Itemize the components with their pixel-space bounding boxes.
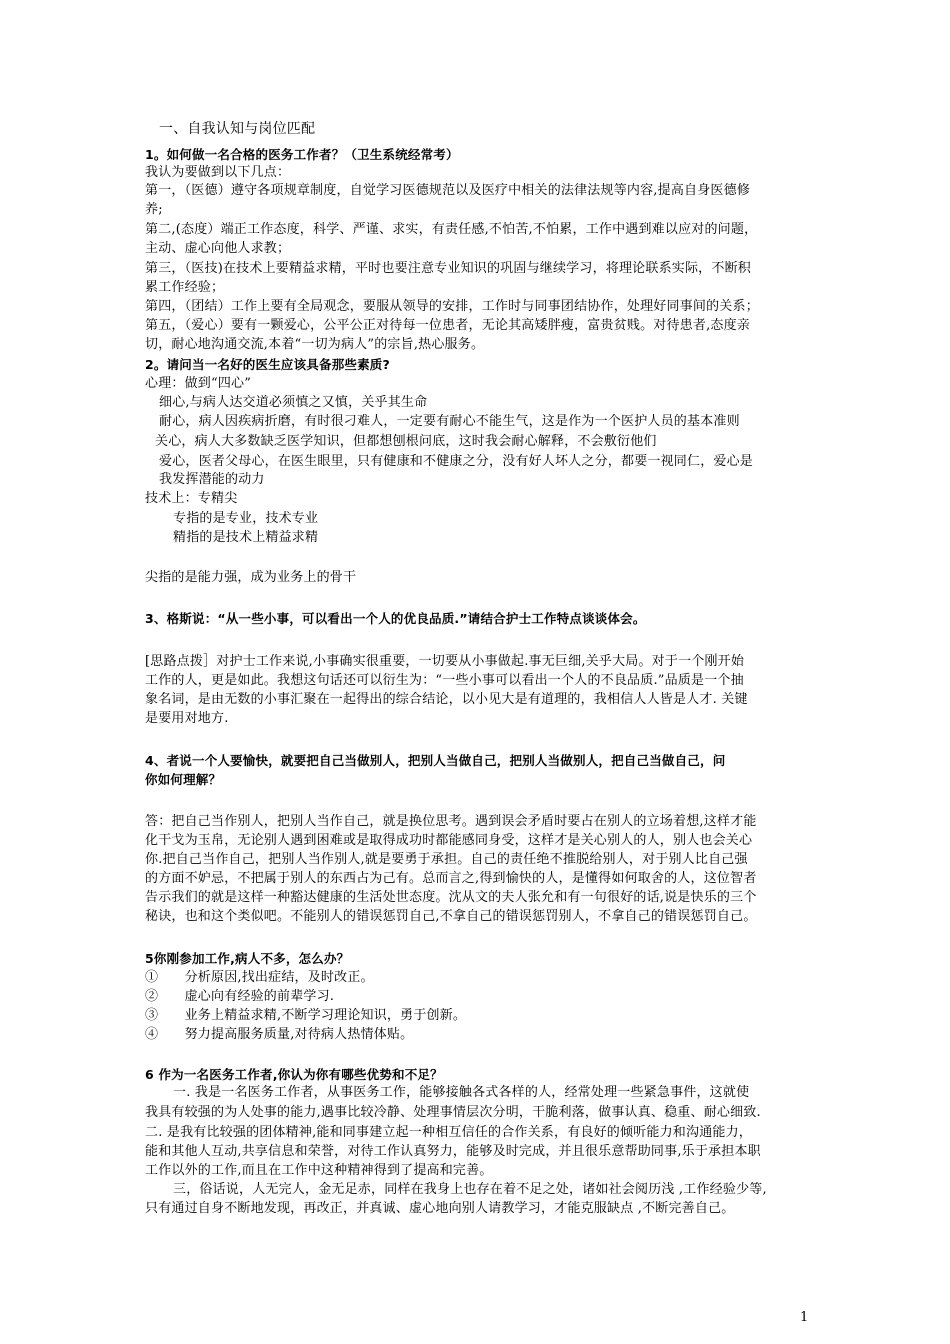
list-item: ② 虚心向有经验的前辈学习. xyxy=(145,989,335,1004)
text-line: 第五，（爱心）要有一颗爱心，公平公正对待每一位患者，无论其高矮胖瘦，富贵贫贱。对待患者,态度亲 xyxy=(145,318,751,333)
text-line: 告示我们的就是这样一种豁达健康的生活处世态度。沈从文的夫人张允和有一句很好的话,说是快乐的三个 xyxy=(145,890,757,905)
text-line: 细心,与病人达交道必须慎之又慎，关乎其生命 xyxy=(159,395,428,410)
page-number: 1 xyxy=(800,1310,809,1325)
list-item: ④ 努力提高服务质量,对待病人热情体贴。 xyxy=(145,1027,414,1042)
text-line: 切，耐心地沟通交流,本着“一切为病人”的宗旨,热心服务。 xyxy=(145,337,485,352)
text-line: 精指的是技术上精益求精 xyxy=(173,530,319,545)
question-3: 3、格斯说：“从一些小事，可以看出一个人的优良品质.”请结合护士工作特点谈谈体会。 xyxy=(145,611,646,626)
text-line: [思路点拨］对护士工作来说,小事确实很重要，一切要从小事做起.事无巨细,关乎大局。对于一个刚开始 xyxy=(145,654,745,669)
text-line: 心理：做到“四心” xyxy=(145,376,252,391)
text-line: 技术上：专精尖 xyxy=(145,491,238,506)
text-line: 三，俗话说，人无完人，金无足赤，同样在我身上也存在着不足之处，诸如社会阅历浅 ,工作经验少等, xyxy=(173,1182,767,1197)
text-line: 秘诀，也和这个类似吧。不能别人的错误惩罚自己,不拿自己的错误惩罚别人，不拿自己的错误惩罚自己。 xyxy=(145,909,757,924)
text-line: 我发挥潜能的动力 xyxy=(159,472,265,487)
question-4: 4、者说一个人要愉快，就要把自己当做别人，把别人当做自己，把别人当做别人，把自己当做自己，问 xyxy=(145,753,726,768)
text-line: 尖指的是能力强，成为业务上的骨干 xyxy=(145,570,357,585)
text-line: 第一，（医德）遵守各项规章制度，自觉学习医德规范以及医疗中相关的法律法规等内容,提高自身医德修 xyxy=(145,183,751,198)
text-line: 爱心，医者父母心，在医生眼里，只有健康和不健康之分，没有好人坏人之分，都要一视同仁，爱心是 xyxy=(159,454,754,469)
text-line: 能和其他人互动,共享信息和荣誉，对待工作认真努力，能够及时完成，并且很乐意帮助同事,乐于承担本职 xyxy=(145,1144,761,1159)
question-2: 2。请问当一名好的医生应该具备那些素质? xyxy=(145,357,390,372)
text-line: 主动、虚心向他人求教； xyxy=(145,241,291,256)
section-heading: 一、自我认知与岗位匹配 xyxy=(159,121,316,137)
text-line: 二. 是我有比较强的团体精神,能和同事建立起一种相互信任的合作关系，有良好的倾听能力和沟通能力， xyxy=(145,1125,752,1140)
text-line: 答：把自己当作别人，把别人当作自己，就是换位思考。遇到误会矛盾时要占在别人的立场着想,这样才能 xyxy=(145,814,757,829)
text-line: 我具有较强的为人处事的能力,遇事比较冷静、处理事情层次分明，干脆利落，做事认真、稳重、耐心细致. xyxy=(145,1105,761,1120)
text-line: 第二,(态度）端正工作态度，科学、严谨、求实，有责任感,不怕苦,不怕累，工作中遇到难以应对的问题， xyxy=(145,222,758,237)
text-line: 一. 我是一名医务工作者，从事医务工作，能够接触各式各样的人，经常处理一些紧急事件，这就使 xyxy=(173,1085,750,1100)
text-line: 关心，病人大多数缺乏医学知识，但都想刨根问底，这时我会耐心解释，不会敷衍他们 xyxy=(155,434,657,449)
text-line: 养; xyxy=(145,202,163,217)
text-line: 的方面不妒忌，不把属于别人的东西占为己有。总而言之,得到愉快的人，是懂得如何取舍的人，这位智者 xyxy=(145,871,757,886)
text-line: 第三，（医技)在技术上要精益求精，平时也要注意专业知识的巩固与继续学习，将理论联系实际，不断积 xyxy=(145,261,751,276)
text-line: 只有通过自身不断地发现，再改正，并真诚、虚心地向别人请教学习，才能克服缺点 ,不断完善自己。 xyxy=(145,1201,735,1216)
text-line: 累工作经验； xyxy=(145,280,225,295)
text-line: 象名词，是由无数的小事汇聚在一起得出的综合结论，以小见大是有道理的，我相信人人皆是人才. 关键 xyxy=(145,692,748,707)
question-1: 1。如何做一名合格的医务工作者？（卫生系统经常考） xyxy=(145,147,459,162)
question-4-cont: 你如何理解？ xyxy=(145,772,222,787)
text-line: 第四，（团结）工作上要有全局观念，要服从领导的安排，工作时与同事团结协作，处理好同事间的关系； xyxy=(145,299,759,314)
list-item: ③ 业务上精益求精,不断学习理论知识，勇于创新。 xyxy=(145,1008,467,1023)
question-5: 5你刚参加工作,病人不多，怎么办？ xyxy=(145,951,350,966)
text-line: 耐心，病人因疾病折磨，有时很刁难人，一定要有耐心不能生气，这是作为一个医护人员的基本准则 xyxy=(159,414,740,429)
document-page xyxy=(145,0,805,1344)
text-line: 你.把自己当作自己，把别人当作别人,就是要勇于承担。自己的责任绝不推脱给别人，对于别人比自己强 xyxy=(145,852,748,867)
question-6: 6 作为一名医务工作者,你认为你有哪些优势和不足？ xyxy=(145,1067,443,1082)
text-line: 我认为要做到以下几点： xyxy=(145,165,291,180)
text-line: 工作的人，更是如此。我想这句话还可以衍生为：“一些小事可以看出一个人的不良品质.”品质是一个抽 xyxy=(145,673,744,688)
text-line: 专指的是专业，技术专业 xyxy=(173,511,319,526)
text-line: 是要用对地方. xyxy=(145,711,229,726)
list-item: ① 分析原因,找出症结，及时改正。 xyxy=(145,970,374,985)
text-line: 化干戈为玉帛，无论别人遇到困难或是取得成功时都能感同身受，这样才是关心别人的人，别人也会关心 xyxy=(145,833,753,848)
text-line: 工作以外的工作,而且在工作中这种精神得到了提高和完善。 xyxy=(145,1163,493,1178)
